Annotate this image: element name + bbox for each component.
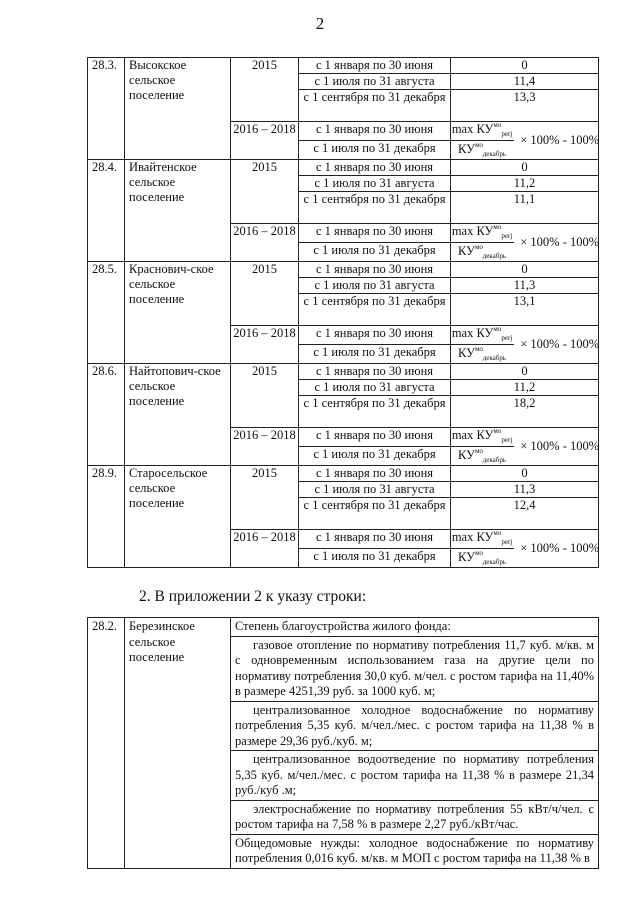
- period-cell: с 1 января по 30 июня: [299, 160, 451, 176]
- row-number: 28.4.: [88, 160, 125, 262]
- settlement-name: Найтопович-ское сельское поселение: [125, 364, 231, 466]
- formula-denominator-main: КУ: [458, 142, 475, 156]
- formula-tail: × 100% - 100%: [520, 541, 600, 555]
- amenity-paragraph: Степень благоустройства жилого фонда:: [231, 618, 598, 637]
- period-cell: с 1 июля по 31 августа: [299, 380, 451, 396]
- tariff-formula: [451, 427, 600, 465]
- tariff-table: [87, 57, 599, 568]
- formula-numerator-main: max КУ: [451, 122, 494, 136]
- row-number: 28.3.: [88, 58, 125, 160]
- table-row: [88, 618, 599, 869]
- formula-denominator: [450, 345, 514, 363]
- formula-numerator: [450, 428, 514, 447]
- formula-numerator-sup: мо: [493, 325, 502, 333]
- table-row: [88, 364, 599, 380]
- year-cell: 2016 – 2018: [231, 326, 299, 364]
- amenity-paragraph: электроснабжение по нормативу потребления 55 кВт/ч/чел. с ростом тарифа на 7,58 % в размере 2,27 руб./кВт/час.: [231, 801, 598, 835]
- period-cell: с 1 июля по 31 декабря: [299, 141, 451, 160]
- settlement-name: Краснович-ское сельское поселение: [125, 262, 231, 364]
- formula-cell: [451, 224, 599, 262]
- period-cell: с 1 сентября по 31 декабря: [299, 192, 451, 224]
- formula-fraction: [450, 326, 514, 363]
- period-cell: с 1 июля по 31 декабря: [299, 243, 451, 262]
- value-cell: 0: [451, 160, 599, 176]
- period-cell: с 1 января по 30 июня: [299, 224, 451, 243]
- formula-denominator: [450, 243, 514, 261]
- formula-cell: [451, 428, 599, 466]
- formula-numerator-main: max КУ: [451, 326, 494, 340]
- settlement-name: Старосельское сельское поселение: [125, 466, 231, 568]
- tariff-formula: [451, 223, 600, 261]
- period-cell: с 1 января по 30 июня: [299, 530, 451, 549]
- formula-numerator: [450, 122, 514, 141]
- formula-tail: × 100% - 100%: [520, 439, 600, 453]
- formula-numerator: [450, 224, 514, 243]
- formula-tail: × 100% - 100%: [520, 235, 600, 249]
- formula-numerator-sub: perj: [501, 538, 513, 546]
- formula-denominator-main: КУ: [458, 244, 475, 258]
- value-cell: 13,1: [451, 294, 599, 326]
- value-cell: 11,4: [451, 74, 599, 90]
- formula-denominator-main: КУ: [458, 346, 475, 360]
- value-cell: 11,3: [451, 482, 599, 498]
- formula-denominator-sub: декабрь: [482, 354, 507, 362]
- amenity-paragraph: централизованное водоотведение по нормативу потребления 5,35 куб. м/чел./мес. с ростом тарифа на 11,38 % в размере 21,34 руб./куб .м;: [231, 751, 598, 801]
- formula-fraction: [450, 224, 514, 261]
- formula-fraction: [450, 428, 514, 465]
- formula-denominator-main: КУ: [458, 550, 475, 564]
- formula-numerator-sup: мо: [493, 121, 502, 129]
- tariff-formula: [451, 325, 600, 363]
- formula-denominator: [450, 447, 514, 465]
- formula-numerator-main: max КУ: [451, 224, 494, 238]
- formula-numerator: [450, 530, 514, 549]
- section-heading: 2. В приложении 2 к указу строки:: [139, 588, 367, 605]
- formula-tail: × 100% - 100%: [520, 133, 600, 147]
- settlement-name: Ивайтенское сельское поселение: [125, 160, 231, 262]
- row-number: 28.6.: [88, 364, 125, 466]
- formula-denominator: [450, 141, 514, 159]
- year-cell: 2015: [231, 160, 299, 224]
- value-cell: 0: [451, 262, 599, 278]
- period-cell: с 1 января по 30 июня: [299, 262, 451, 278]
- table-row: [88, 160, 599, 176]
- formula-numerator-main: max КУ: [451, 530, 494, 544]
- formula-denominator-sub: декабрь: [482, 558, 507, 566]
- formula-tail: × 100% - 100%: [520, 337, 600, 351]
- formula-denominator-sub: декабрь: [482, 252, 507, 260]
- formula-numerator-sup: мо: [493, 427, 502, 435]
- period-cell: с 1 января по 30 июня: [299, 58, 451, 74]
- value-cell: 0: [451, 58, 599, 74]
- year-cell: 2016 – 2018: [231, 122, 299, 160]
- formula-denominator-sup: мо: [474, 345, 483, 353]
- formula-numerator-sub: perj: [501, 232, 513, 240]
- period-cell: с 1 января по 30 июня: [299, 326, 451, 345]
- period-cell: с 1 июля по 31 декабря: [299, 447, 451, 466]
- value-cell: 11,3: [451, 278, 599, 294]
- period-cell: с 1 сентября по 31 декабря: [299, 498, 451, 530]
- formula-denominator-main: КУ: [458, 448, 475, 462]
- formula-denominator-sub: декабрь: [482, 150, 507, 158]
- formula-numerator-sub: perj: [501, 334, 513, 342]
- table-row: [88, 466, 599, 482]
- formula-cell: [451, 326, 599, 364]
- period-cell: с 1 сентября по 31 декабря: [299, 294, 451, 326]
- settlement-name: Высокское сельское поселение: [125, 58, 231, 160]
- formula-numerator: [450, 326, 514, 345]
- year-cell: 2015: [231, 364, 299, 428]
- amenity-paragraph: Общедомовые нужды: холодное водоснабжение по нормативу потребления 0,016 куб. м/кв. м МОП с ростом тарифа на 11,38 % в: [235, 835, 594, 865]
- period-cell: с 1 января по 30 июня: [299, 122, 451, 141]
- year-cell: 2015: [231, 262, 299, 326]
- formula-numerator-sup: мо: [493, 223, 502, 231]
- year-cell: 2016 – 2018: [231, 224, 299, 262]
- period-cell: с 1 июля по 31 августа: [299, 74, 451, 90]
- tariff-formula: [451, 529, 600, 567]
- formula-denominator-sup: мо: [474, 447, 483, 455]
- settlement-name: Березинское сельское поселение: [125, 618, 231, 869]
- row-number: 28.5.: [88, 262, 125, 364]
- formula-denominator-sup: мо: [474, 549, 483, 557]
- formula-denominator-sup: мо: [474, 141, 483, 149]
- period-cell: с 1 июля по 31 августа: [299, 278, 451, 294]
- formula-denominator: [450, 549, 514, 567]
- year-cell: 2015: [231, 58, 299, 122]
- value-cell: 18,2: [451, 396, 599, 428]
- table-row: [88, 262, 599, 278]
- formula-numerator-main: max КУ: [451, 428, 494, 442]
- row-number: 28.2.: [88, 618, 125, 869]
- page-number: 2: [315, 14, 325, 33]
- period-cell: с 1 июля по 31 декабря: [299, 549, 451, 568]
- value-cell: 0: [451, 364, 599, 380]
- value-cell: 11,2: [451, 176, 599, 192]
- period-cell: с 1 января по 30 июня: [299, 466, 451, 482]
- tariff-formula: [451, 121, 600, 159]
- amenity-description: [231, 618, 599, 869]
- value-cell: 11,1: [451, 192, 599, 224]
- formula-cell: [451, 122, 599, 160]
- formula-numerator-sub: perj: [501, 130, 513, 138]
- value-cell: 12,4: [451, 498, 599, 530]
- period-cell: с 1 июля по 31 августа: [299, 482, 451, 498]
- period-cell: с 1 июля по 31 августа: [299, 176, 451, 192]
- year-cell: 2015: [231, 466, 299, 530]
- formula-fraction: [450, 530, 514, 567]
- period-cell: с 1 января по 30 июня: [299, 428, 451, 447]
- year-cell: 2016 – 2018: [231, 530, 299, 568]
- period-cell: с 1 июля по 31 декабря: [299, 345, 451, 364]
- formula-numerator-sup: мо: [493, 529, 502, 537]
- value-cell: 11,2: [451, 380, 599, 396]
- amenity-paragraph: централизованное холодное водоснабжение по нормативу потребления 5,35 куб. м/чел./мес. с ростом тарифа на 11,38 % в размере 29,36 руб./куб. м;: [231, 702, 598, 752]
- amenity-table: [87, 617, 599, 869]
- amenity-paragraph: газовое отопление по нормативу потребления 11,7 куб. м/кв. м с одновременным использованием газа на другие цели по нормативу потребления 30,0 куб. м/чел. с ростом тарифа на 11,40% в размере 4251,39 руб. за 1000 куб. м;: [231, 637, 598, 702]
- period-cell: с 1 января по 30 июня: [299, 364, 451, 380]
- period-cell: с 1 сентября по 31 декабря: [299, 90, 451, 122]
- table-row: [88, 58, 599, 74]
- formula-cell: [451, 530, 599, 568]
- value-cell: 13,3: [451, 90, 599, 122]
- row-number: 28.9.: [88, 466, 125, 568]
- value-cell: 0: [451, 466, 599, 482]
- formula-numerator-sub: perj: [501, 436, 513, 444]
- formula-fraction: [450, 122, 514, 159]
- year-cell: 2016 – 2018: [231, 428, 299, 466]
- formula-denominator-sub: декабрь: [482, 456, 507, 464]
- formula-denominator-sup: мо: [474, 243, 483, 251]
- period-cell: с 1 сентября по 31 декабря: [299, 396, 451, 428]
